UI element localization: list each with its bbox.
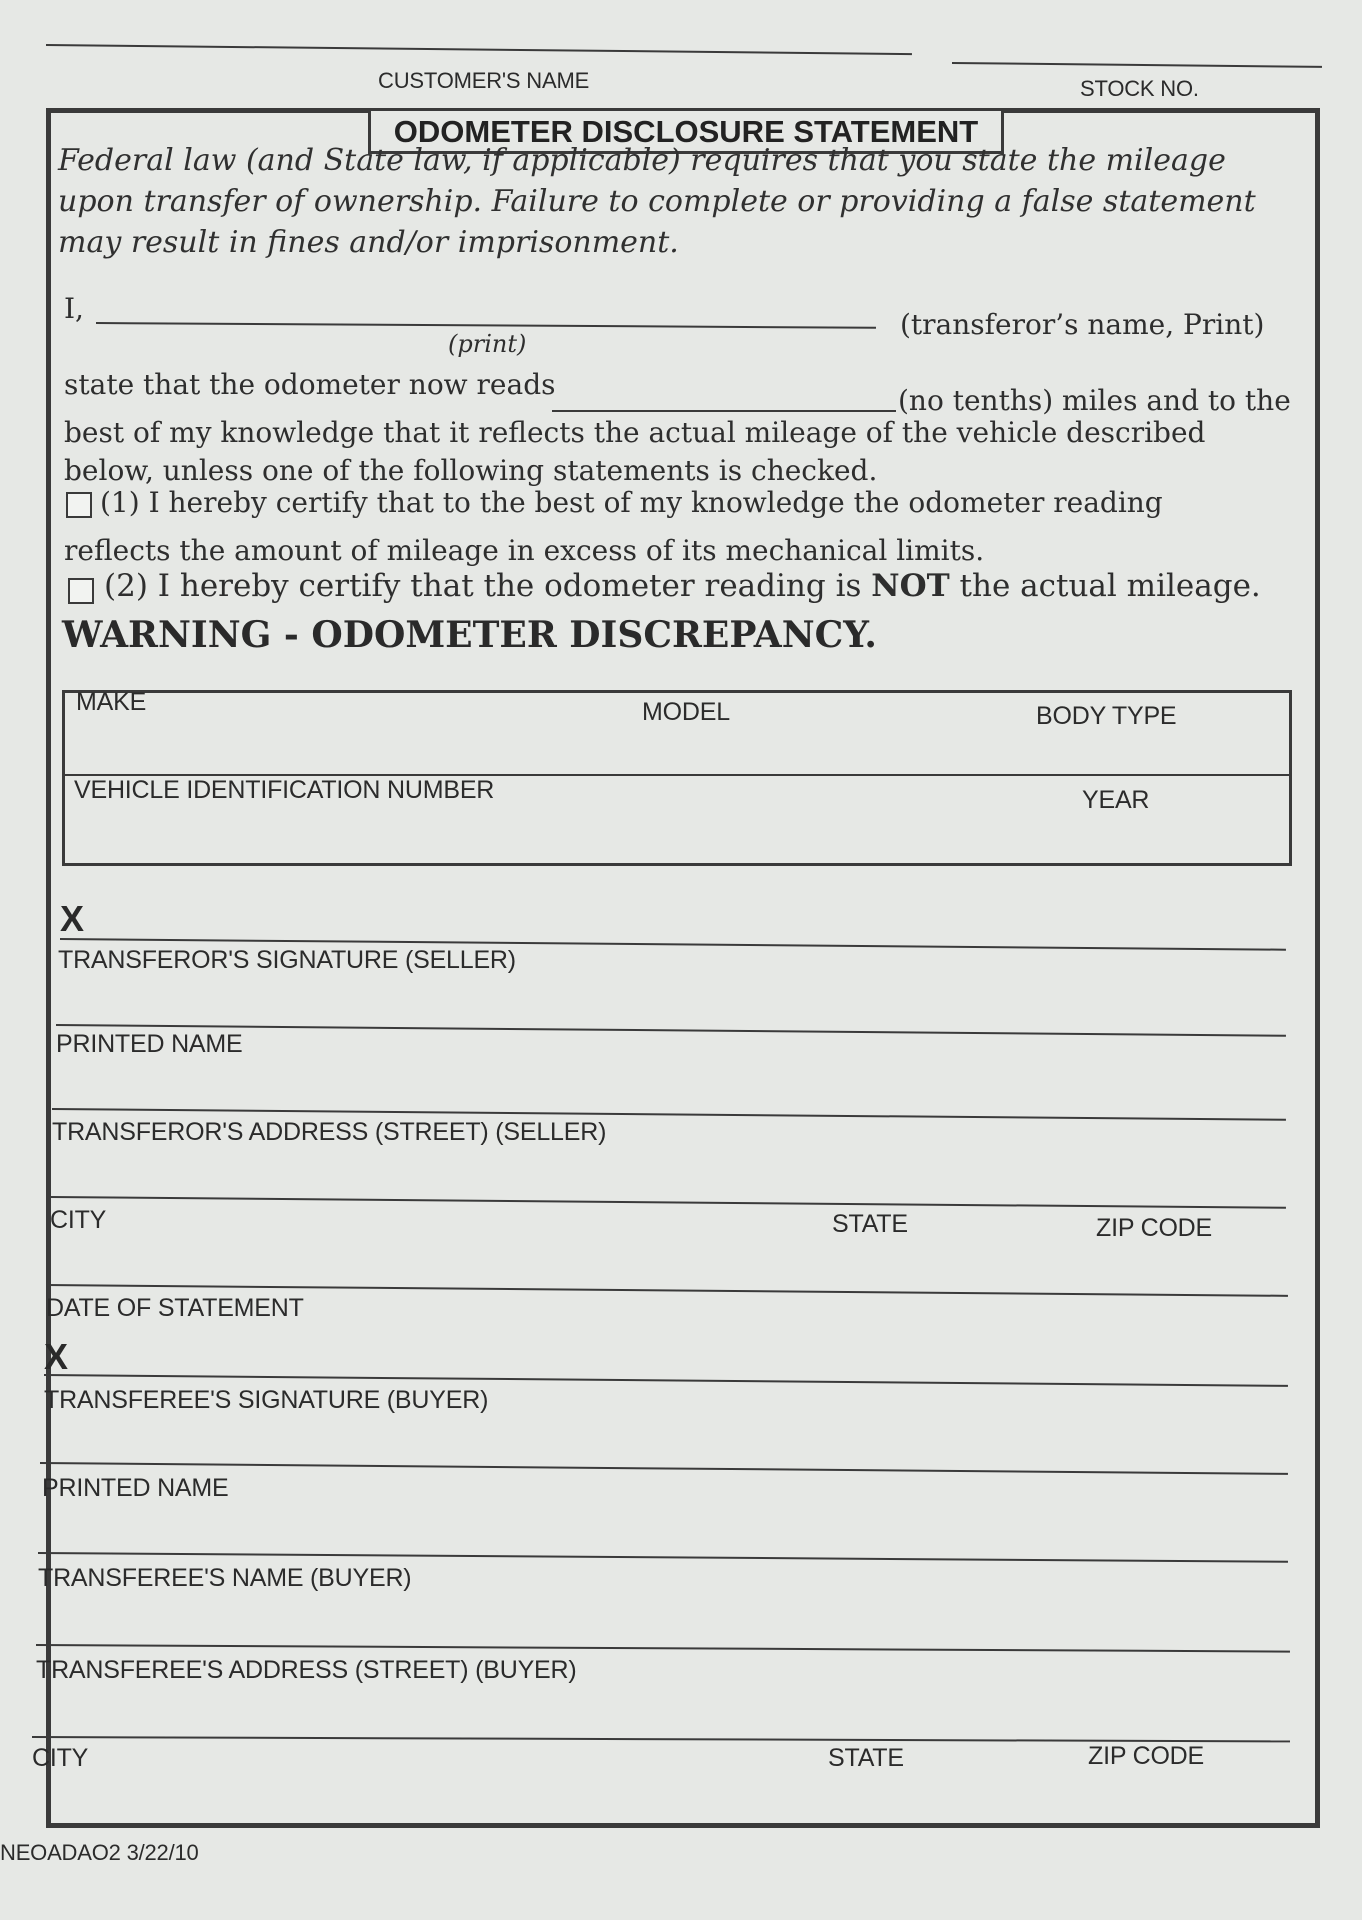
buyer-city-label: CITY — [32, 1744, 89, 1772]
certify-not-actual-end: the actual mileage. — [949, 568, 1261, 604]
vin-label[interactable]: VEHICLE IDENTIFICATION NUMBER — [74, 776, 495, 804]
buyer-signature-x: X — [44, 1336, 68, 1377]
statement-date-label: DATE OF STATEMENT — [46, 1294, 304, 1322]
buyer-signature-label: TRANSFEREE'S SIGNATURE (BUYER) — [44, 1386, 489, 1414]
seller-zip-label: ZIP CODE — [1096, 1214, 1213, 1242]
odometer-statement-end: (no tenths) miles and to the — [898, 384, 1291, 417]
odometer-statement-start: state that the odometer now reads — [64, 368, 556, 401]
year-label[interactable]: YEAR — [1082, 786, 1150, 814]
legal-notice: Federal law (and State law, if applicable) requires that you state the mileage upon transfer of ownership. Failure to complete or providing a false statement may result in fines and/or imprisonment. — [58, 143, 1256, 260]
certify-excess-mileage-line1: (1) I hereby certify that to the best of my knowledge the odometer reading — [100, 486, 1163, 519]
seller-printed-name-label: PRINTED NAME — [56, 1030, 243, 1058]
odometer-statement-line2: best of my knowledge that it reflects the actual mileage of the vehicle described — [64, 416, 1206, 449]
not-emphasis: NOT — [871, 568, 950, 604]
print-hint: (print) — [448, 330, 527, 358]
odometer-reading-line[interactable] — [552, 410, 896, 412]
buyer-printed-name-label: PRINTED NAME — [42, 1474, 229, 1502]
transferor-name-hint: (transferor’s name, Print) — [900, 308, 1265, 341]
seller-signature-x: X — [60, 898, 84, 939]
certify-not-actual-start: (2) I hereby certify that the odometer reading is — [104, 568, 872, 604]
customer-name-label: CUSTOMER'S NAME — [378, 68, 590, 93]
model-label[interactable]: MODEL — [642, 698, 730, 726]
buyer-address-label: TRANSFEREE'S ADDRESS (STREET) (BUYER) — [36, 1656, 577, 1684]
customer-name-line[interactable] — [46, 44, 912, 55]
stock-no-line[interactable] — [952, 62, 1322, 68]
warning-heading: WARNING - ODOMETER DISCREPANCY. — [62, 614, 877, 656]
buyer-zip-label: ZIP CODE — [1088, 1742, 1205, 1770]
seller-signature-label: TRANSFEROR'S SIGNATURE (SELLER) — [58, 946, 516, 974]
seller-address-label: TRANSFEROR'S ADDRESS (STREET) (SELLER) — [52, 1118, 607, 1146]
buyer-name-label: TRANSFEREE'S NAME (BUYER) — [38, 1564, 412, 1592]
form-title: ODOMETER DISCLOSURE STATEMENT — [368, 108, 1004, 154]
stock-no-label: STOCK NO. — [1080, 76, 1199, 101]
seller-state-label: STATE — [832, 1210, 908, 1238]
buyer-state-label: STATE — [828, 1744, 904, 1772]
certify-excess-mileage-checkbox[interactable] — [66, 492, 92, 518]
transferor-prefix: I, — [64, 292, 84, 325]
make-label[interactable]: MAKE — [76, 688, 147, 716]
form-code: NEOADAO2 3/22/10 — [0, 1840, 199, 1865]
certify-excess-mileage-line2: reflects the amount of mileage in excess of its mechanical limits. — [64, 534, 985, 567]
certify-not-actual-text — [104, 568, 1261, 604]
certify-not-actual-checkbox[interactable] — [68, 578, 94, 604]
seller-city-label: CITY — [50, 1206, 107, 1234]
odometer-statement-line3: below, unless one of the following statements is checked. — [64, 454, 878, 487]
body-type-label[interactable]: BODY TYPE — [1036, 702, 1177, 730]
